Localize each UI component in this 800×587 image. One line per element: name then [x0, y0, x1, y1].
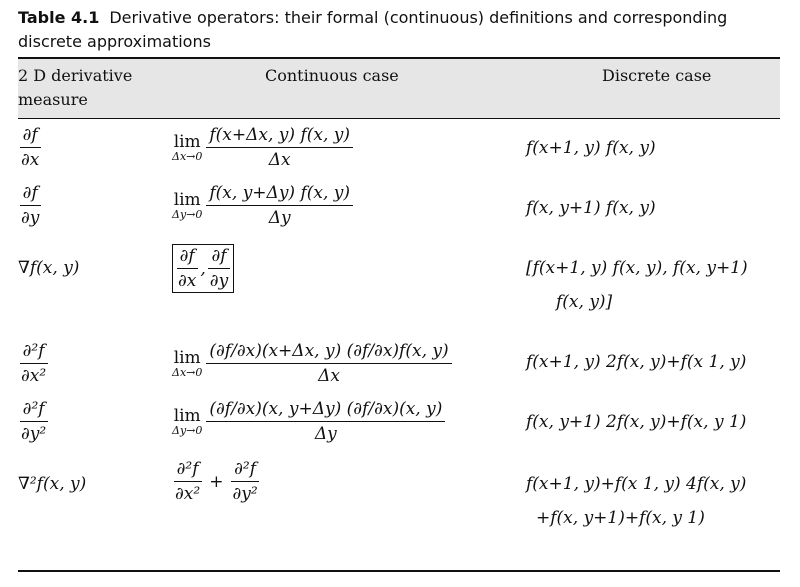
header-discrete: Discrete case: [602, 66, 712, 85]
row6-discrete-line1: f(x+1, y)+f(x 1, y) 4f(x, y): [526, 474, 747, 494]
row4-discrete: f(x+1, y) 2f(x, y)+f(x 1, y): [526, 352, 747, 372]
row5-measure: $\frac{\text{∂²f}}{\text{∂y²}}$: [21, 399, 47, 444]
row1-continuous: lim Δx→0 $\frac{f(x+\Delta x, y) f(x, y)}{\Delta x}$: [172, 124, 353, 171]
row2-continuous: lim Δy→0 $\frac{f(x, y+\Delta y) f(x, y)}{\Delta y}$: [172, 182, 353, 229]
row3-discrete-line2: f(x, y)]: [556, 292, 613, 312]
row3-discrete-line1: [f(x+1, y) f(x, y), f(x, y+1): [526, 258, 748, 278]
row6-discrete-line2: +f(x, y+1)+f(x, y 1): [536, 508, 705, 528]
row1-discrete: f(x+1, y) f(x, y): [526, 138, 656, 158]
row5-continuous: lim Δy→0 $\frac{(\partial f/\partial x)(x, y+\Delta y) (\partial f/\partial x)(x, y)}{\Delta y}$: [172, 398, 445, 445]
row3-continuous: [172, 244, 234, 293]
row5-discrete: f(x, y+1) 2f(x, y)+f(x, y 1): [526, 412, 747, 432]
row4-continuous: lim Δx→0 $\frac{(\partial f/\partial x)(x+\Delta x, y) (\partial f/\partial x)f(x, y)}{\Delta x}$: [172, 340, 452, 387]
header-measure: 2 D derivative measure: [18, 66, 133, 109]
row6-measure: ∇²f(x, y): [18, 474, 87, 494]
table-label: Table 4.1: [18, 8, 100, 27]
row1-measure: $\frac{\partial f}{\partial x}$: [21, 125, 40, 170]
gradient-bracket: $\frac{\partial f}{\partial x}$ , $\frac{\partial f}{\partial y}$: [172, 244, 234, 293]
row2-discrete: f(x, y+1) f(x, y): [526, 198, 656, 218]
row4-measure: $\frac{\text{∂²f}}{\text{∂x²}}$: [21, 341, 47, 386]
header-continuous: Continuous case: [265, 66, 399, 85]
row3-measure: ∇f(x, y): [18, 258, 80, 278]
header-bottom-rule: [18, 118, 780, 119]
caption-text: Derivative operators: their formal (continuous) definitions and corresponding discrete approximations: [18, 8, 728, 51]
row2-measure: $\frac{\partial f}{\partial y}$: [21, 183, 40, 228]
row6-continuous: $\frac{\text{∂²f}}{\text{∂x²}}$ + $\frac{\text{∂²f}}{\text{∂y²}}$: [175, 459, 258, 504]
table-caption: [18, 6, 788, 54]
table-bottom-rule: [18, 570, 780, 572]
